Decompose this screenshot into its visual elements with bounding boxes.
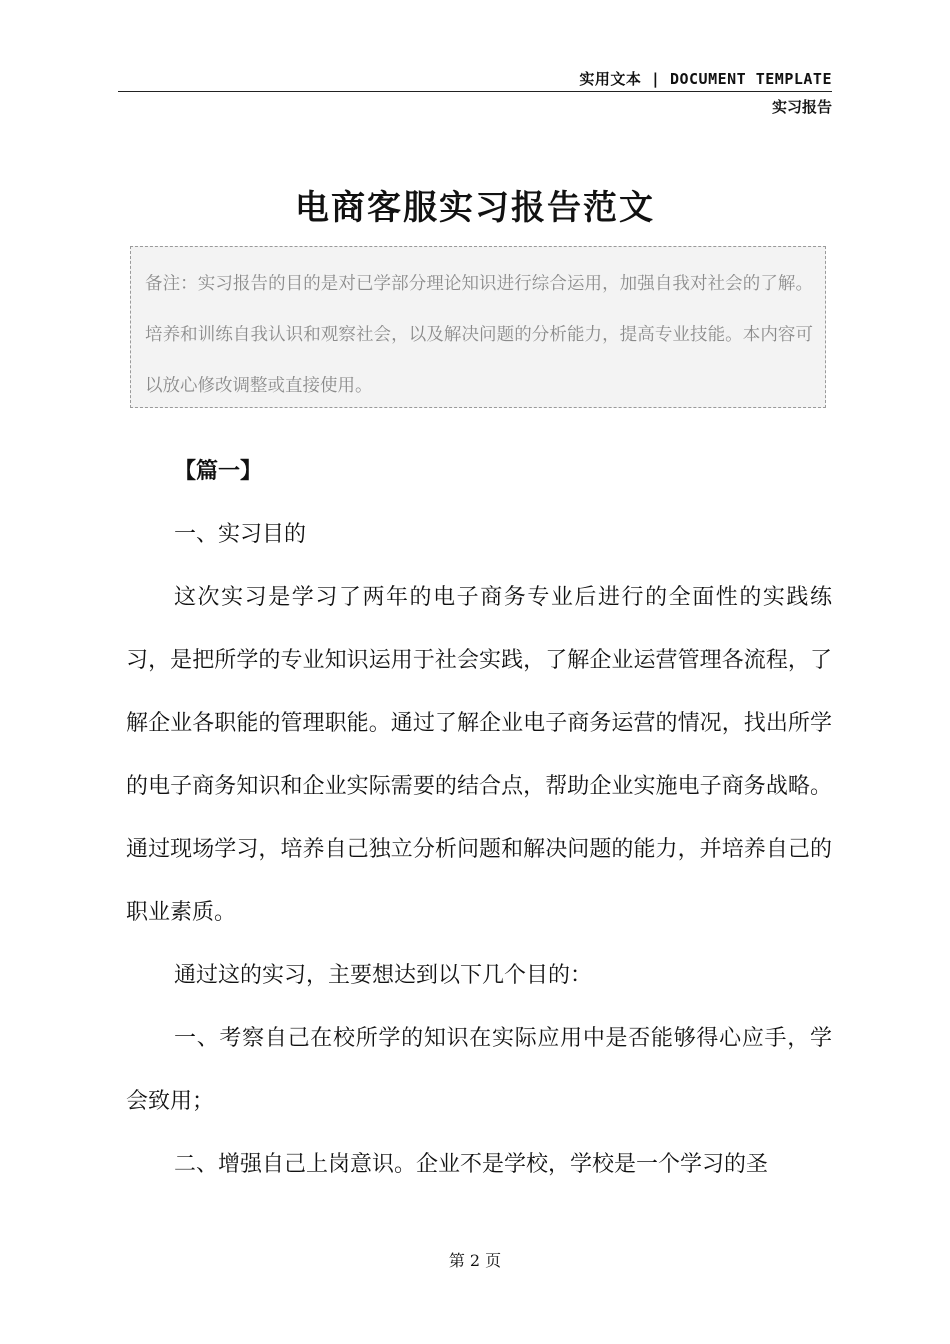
header-left-label: 实用文本 [579,70,642,88]
note-box: 备注：实习报告的目的是对已学部分理论知识进行综合运用，加强自我对社会的了解。培养和训练自我认识和观察社会，以及解决问题的分析能力，提高专业技能。本内容可以放心修改调整或直接使用。 [130,246,826,408]
page-title: 电商客服实习报告范文 [295,188,655,228]
page-number: 第 2 页 [448,1251,502,1270]
paragraph: 二、增强自己上岗意识。企业不是学校，学校是一个学习的圣 [174,1152,769,1177]
header-divider [118,91,832,92]
paragraph: 通过这的实习，主要想达到以下几个目的： [174,963,593,988]
section-heading: 一、实习目的 [174,522,307,547]
header-separator: | [650,70,661,88]
paragraph: 这次实习是学习了两年的电子商务专业后进行的全面性的实践练习，是把所学的专业知识运用于社会实践，了解企业运营管理各流程，了解企业各职能的管理职能。通过了解企业电子商务运营的情况，找出所学的电子商务知识和企业实际需要的结合点，帮助企业实施电子商务战略。通过现场学习，培养自己独立分析问题和解决问题的能力，并培养自己的职业素质。 [126,585,832,925]
header-subtitle: 实习报告 [771,98,832,116]
paragraph: 一、考察自己在校所学的知识在实际应用中是否能够得心应手，学会致用； [126,1026,832,1114]
header-right-label: DOCUMENT TEMPLATE [669,70,832,88]
section-label: 【篇一】 [174,458,263,484]
document-body [126,440,832,1196]
header-doc-label [579,68,832,89]
